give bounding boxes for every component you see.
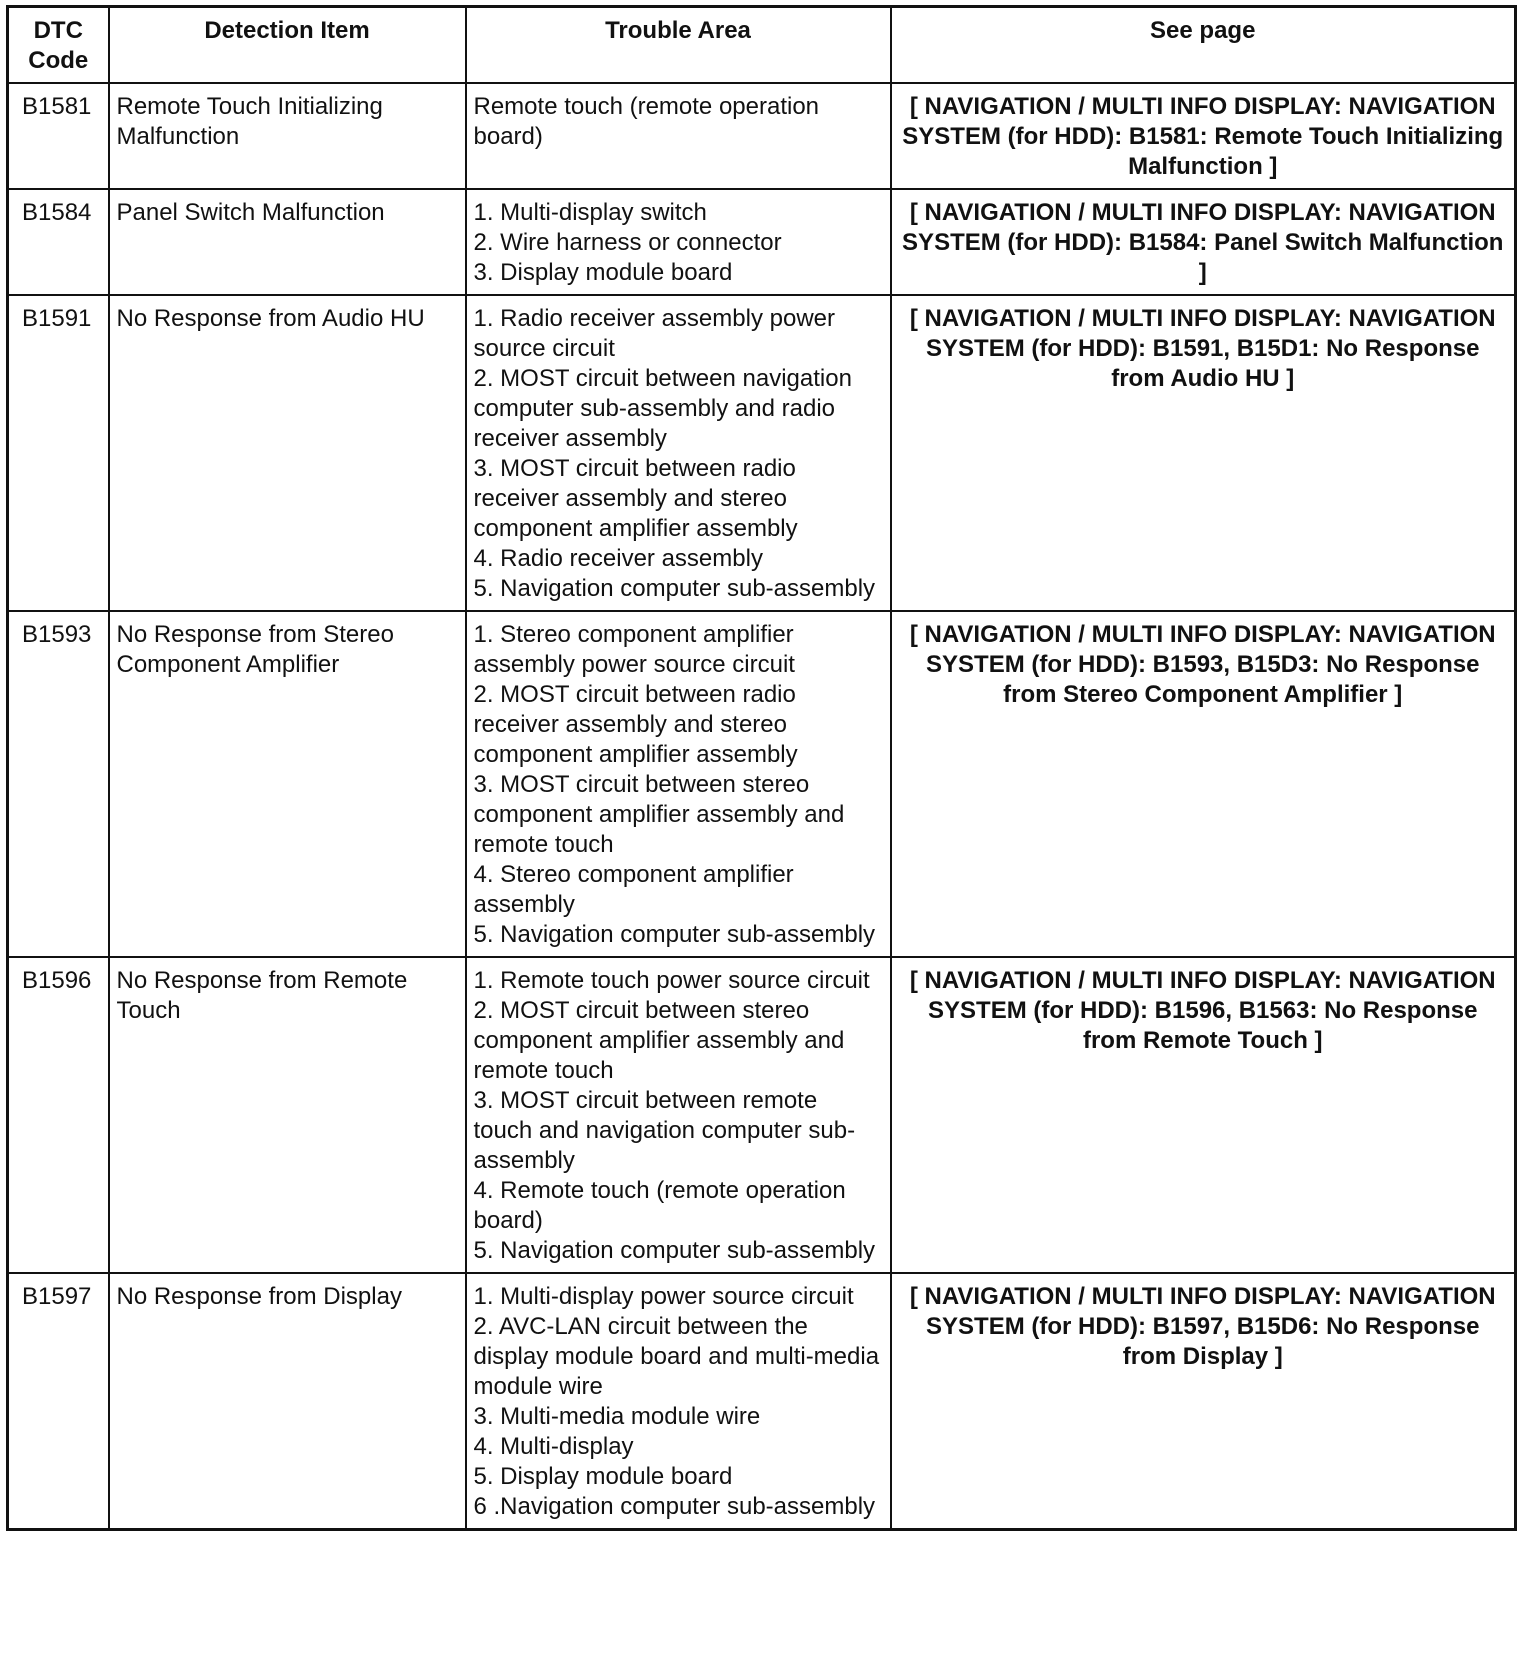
trouble-area-cell xyxy=(466,611,891,957)
trouble-area-item: 1. Multi-display switch xyxy=(473,199,707,226)
dtc-code-cell: B1581 xyxy=(8,83,109,189)
see-page-reference: [ NAVIGATION / MULTI INFO DISPLAY: NAVIGATION SYSTEM (for HDD): B1584: Panel Switch Malfunction ] xyxy=(891,189,1516,295)
trouble-area-item: 2. AVC-LAN circuit between the display module board and multi-media module wire xyxy=(473,1313,880,1400)
detection-item-cell: Panel Switch Malfunction xyxy=(109,189,466,295)
table-row xyxy=(8,957,1516,1273)
trouble-area-item: 4. Stereo component amplifier assembly xyxy=(473,861,794,918)
trouble-area-item: 5. Navigation computer sub-assembly xyxy=(473,1237,876,1264)
see-page-reference: [ NAVIGATION / MULTI INFO DISPLAY: NAVIGATION SYSTEM (for HDD): B1581: Remote Touch Initializing Malfunction ] xyxy=(891,83,1516,189)
detection-item-cell: No Response from Audio HU xyxy=(109,295,466,611)
trouble-area-cell xyxy=(466,189,891,295)
see-page-reference: [ NAVIGATION / MULTI INFO DISPLAY: NAVIGATION SYSTEM (for HDD): B1596, B1563: No Response from Remote Touch ] xyxy=(891,957,1516,1273)
trouble-area-item: 3. Display module board xyxy=(473,259,733,286)
trouble-area-item: 6 .Navigation computer sub-assembly xyxy=(473,1493,876,1520)
trouble-area-item: 4. Multi-display xyxy=(473,1433,634,1460)
trouble-area-item: 1. Radio receiver assembly power source circuit xyxy=(473,305,835,362)
trouble-area-item: 5. Navigation computer sub-assembly xyxy=(473,921,876,948)
see-page-reference: [ NAVIGATION / MULTI INFO DISPLAY: NAVIGATION SYSTEM (for HDD): B1597, B15D6: No Response from Display ] xyxy=(891,1273,1516,1530)
dtc-code-cell: B1591 xyxy=(8,295,109,611)
trouble-area-item: 5. Display module board xyxy=(473,1463,733,1490)
trouble-area-item: 3. MOST circuit between radio receiver assembly and stereo component amplifier assembly xyxy=(473,455,798,542)
trouble-area-item: 3. MOST circuit between remote touch and navigation computer sub-assembly xyxy=(473,1087,856,1174)
trouble-area-item: 1. Multi-display power source circuit xyxy=(473,1283,854,1310)
trouble-area-item: 2. MOST circuit between navigation computer sub-assembly and radio receiver assembly xyxy=(473,365,852,452)
dtc-code-cell: B1584 xyxy=(8,189,109,295)
trouble-area-cell xyxy=(466,957,891,1273)
dtc-code-cell: B1596 xyxy=(8,957,109,1273)
table-header xyxy=(8,7,1516,84)
trouble-area-item: 4. Radio receiver assembly xyxy=(473,545,763,572)
trouble-area-item: 3. Multi-media module wire xyxy=(473,1403,761,1430)
table-row xyxy=(8,295,1516,611)
dtc-code-cell: B1593 xyxy=(8,611,109,957)
dtc-code-cell: B1597 xyxy=(8,1273,109,1530)
trouble-area-cell xyxy=(466,83,891,189)
header-trouble-area: Trouble Area xyxy=(466,7,891,84)
trouble-area-cell xyxy=(466,295,891,611)
detection-item-cell: No Response from Display xyxy=(109,1273,466,1530)
trouble-area-item: 2. MOST circuit between radio receiver assembly and stereo component amplifier assembly xyxy=(473,681,798,768)
trouble-area-item: 3. MOST circuit between stereo component amplifier assembly and remote touch xyxy=(473,771,845,858)
see-page-reference: [ NAVIGATION / MULTI INFO DISPLAY: NAVIGATION SYSTEM (for HDD): B1591, B15D1: No Response from Audio HU ] xyxy=(891,295,1516,611)
detection-item-cell: No Response from Stereo Component Amplifier xyxy=(109,611,466,957)
trouble-area-item: Remote touch (remote operation board) xyxy=(473,93,820,150)
trouble-area-cell xyxy=(466,1273,891,1530)
header-detection-item: Detection Item xyxy=(109,7,466,84)
trouble-area-item: 2. MOST circuit between stereo component amplifier assembly and remote touch xyxy=(473,997,845,1084)
see-page-reference: [ NAVIGATION / MULTI INFO DISPLAY: NAVIGATION SYSTEM (for HDD): B1593, B15D3: No Response from Stereo Component Amplifier ] xyxy=(891,611,1516,957)
dtc-table xyxy=(6,5,1517,1531)
detection-item-cell: Remote Touch Initializing Malfunction xyxy=(109,83,466,189)
header-row xyxy=(8,7,1516,84)
table-row xyxy=(8,1273,1516,1530)
trouble-area-item: 2. Wire harness or connector xyxy=(473,229,782,256)
detection-item-cell: No Response from Remote Touch xyxy=(109,957,466,1273)
trouble-area-item: 4. Remote touch (remote operation board) xyxy=(473,1177,846,1234)
table-row xyxy=(8,83,1516,189)
table-row xyxy=(8,189,1516,295)
trouble-area-item: 1. Remote touch power source circuit xyxy=(473,967,870,994)
table-row xyxy=(8,611,1516,957)
trouble-area-item: 5. Navigation computer sub-assembly xyxy=(473,575,876,602)
header-dtc-code: DTC Code xyxy=(8,7,109,84)
table-body xyxy=(8,83,1516,1530)
trouble-area-item: 1. Stereo component amplifier assembly power source circuit xyxy=(473,621,795,678)
header-see-page: See page xyxy=(891,7,1516,84)
